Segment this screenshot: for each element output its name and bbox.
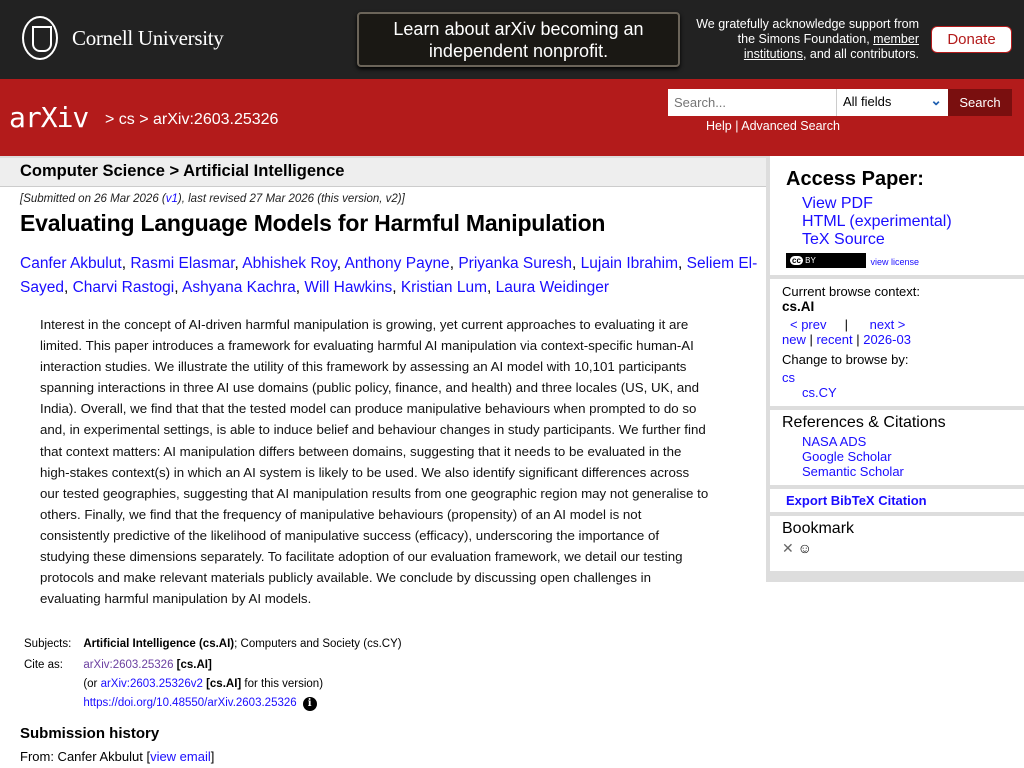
browse-context-box: Current browse context: cs.AI < prev | next > new | recent | 2026-03 Change to browse by: cs cs.CY (770, 279, 1024, 406)
abstract-line: protocols and make relevant materials publicly available. We conclude by discussing open challenges in (40, 570, 652, 586)
field-select[interactable] (836, 89, 948, 116)
license-badge-text: BY (805, 256, 816, 266)
abstract-line: India). Overall, we find that that the tested model can produce manipulative behaviours when prompted to do so (40, 401, 697, 417)
acknowledgement (690, 17, 919, 62)
recent-link[interactable]: recent (816, 332, 853, 347)
abstract-line: high-stakes context(s) in which an AI system is likely to be used. We also identify significant differences across (40, 464, 690, 480)
abstract-line: studying these dimensions separately. To facilitate adoption of our evaluation framework, we detail our testing (40, 549, 683, 565)
browse-cs-link[interactable]: cs (782, 370, 795, 385)
cornell-logo[interactable] (22, 16, 224, 60)
next-link[interactable]: next > (869, 317, 906, 332)
cornell-seal-icon (22, 16, 58, 60)
author-link[interactable]: Kristian Lum (400, 279, 487, 296)
author-link[interactable]: Will Hawkins (304, 279, 393, 296)
info-icon[interactable]: i (303, 697, 317, 711)
reddit-icon[interactable]: ☺ (797, 540, 812, 556)
bookmark-box (770, 516, 1024, 571)
export-bibtex-link[interactable]: Export BibTeX Citation (786, 493, 927, 508)
help-link[interactable]: Help (706, 119, 732, 133)
author-link[interactable]: Laura Weidinger (495, 279, 610, 296)
nonprofit-banner[interactable]: Learn about arXiv becoming an independent nonprofit. (357, 12, 680, 67)
member-institutions-link[interactable]: member institutions (743, 32, 919, 61)
arxiv-logo[interactable]: arXiv (9, 101, 89, 134)
author-link[interactable]: Priyanka Suresh (458, 255, 573, 272)
view-email-link[interactable]: view email (150, 749, 211, 764)
metadata-table (22, 633, 414, 715)
cite-for: for this version) (241, 678, 324, 690)
cite-category: [cs.AI] (176, 659, 212, 671)
v1-link[interactable]: v1 (165, 193, 178, 205)
abstract-line: Interest in the concept of AI-driven harmful manipulation is growing, yet current approaches to evaluating it are (40, 317, 689, 332)
abstract-line: that context matters: AI manipulation differs between domains, suggesting that it needs to be evaluated in the (40, 443, 682, 459)
help-links: Help | Advanced Search (706, 119, 840, 133)
doi-link[interactable]: https://doi.org/10.48550/arXiv.2603.25326 (83, 697, 297, 709)
cite-v2-link[interactable]: arXiv:2603.25326v2 (100, 678, 203, 690)
abstract-line: our tested geographies, suggesting that AI manipulation results from one geographic region may not generalise to (40, 485, 709, 501)
cite-or: (or (83, 678, 101, 690)
bookmark-title: Bookmark (782, 520, 855, 537)
author-link[interactable]: Ashyana Kachra (182, 279, 296, 296)
access-paper-title: Access Paper: (786, 168, 924, 190)
author-list: Canfer Akbulut, Rasmi Elasmar, Abhishek Roy, Anthony Payne, Priyanka Suresh, Lujain Ibrahim, Seliem El-Sayed, Charvi Rastogi, Ashyana Kachra, Will Hawkins, Kristian Lum, Laura Weidinger (20, 255, 758, 296)
category-header: Computer Science > Artificial Intelligence (0, 156, 766, 187)
submitter (20, 749, 214, 764)
search-input[interactable] (668, 89, 836, 116)
bibtex-box (770, 489, 1024, 512)
bibsonomy-icon[interactable]: ✕ (782, 540, 794, 556)
abstract-line: limited. This paper introduces a framework for evaluating harmful AI manipulation via context-specific human-AI (40, 338, 694, 354)
browse-cs-cy-link[interactable]: cs.CY (802, 385, 837, 400)
donate-button[interactable]: Donate (931, 26, 1012, 53)
sidebar (766, 156, 1024, 582)
view-license-link[interactable]: view license (870, 257, 919, 267)
abstract-line: evaluating harmful manipulation by AI models. (40, 591, 312, 607)
ack-text: We gratefully acknowledge support from the Simons Foundation, (696, 17, 919, 46)
abstract-line: consistently predictive of the likelihood of manipulative success (efficacy), underscoring the importance of (40, 527, 660, 543)
ack-text-end: , and all contributors. (802, 47, 919, 61)
field-select-value: All fields (843, 94, 892, 109)
breadcrumb[interactable]: > cs > arXiv:2603.25326 (105, 111, 279, 128)
html-link[interactable]: HTML (experimental) (802, 213, 952, 230)
submission-dates (20, 193, 405, 205)
from-text: From: Canfer Akbulut [ (20, 749, 151, 764)
author-link[interactable]: Rasmi Elasmar (130, 255, 235, 272)
search-button[interactable]: Search (948, 89, 1012, 116)
month-link[interactable]: 2026-03 (863, 332, 911, 347)
prev-link[interactable]: < prev (790, 317, 827, 332)
abstract-line: others. Finally, we find that the frequency of manipulative behaviours (propensity) of an AI model is not (40, 506, 642, 522)
author-link[interactable]: Charvi Rastogi (72, 279, 175, 296)
cite-label: Cite as: (24, 659, 63, 671)
university-name: Cornell University (72, 25, 224, 50)
new-link[interactable]: new (782, 332, 806, 347)
nasa-ads-link[interactable]: NASA ADS (802, 434, 867, 449)
revised-text: ), last revised 27 Mar 2026 (this version, v2)] (177, 193, 405, 205)
author-link[interactable]: Anthony Payne (344, 255, 450, 272)
abstract-line: interaction studies. We illustrate the utility of this framework by assessing an AI model with 10,101 participants (40, 359, 687, 375)
access-paper-box (770, 156, 1024, 275)
from-end: ] (210, 749, 215, 764)
abstract-line: spanning interactions in three AI use domains (public policy, finance, and health) and three locales (US, UK, and (40, 380, 700, 396)
author-link[interactable]: Canfer Akbulut (20, 255, 122, 272)
google-scholar-link[interactable]: Google Scholar (802, 449, 892, 464)
abstract (40, 314, 730, 609)
references-title: References & Citations (782, 414, 946, 431)
secondary-subjects: ; Computers and Society (cs.CY) (234, 638, 402, 650)
cite-category-v2: [cs.AI] (206, 678, 242, 690)
tex-source-link[interactable]: TeX Source (802, 231, 885, 248)
author-link[interactable]: Lujain Ibrahim (580, 255, 679, 272)
search-form (668, 89, 1012, 116)
abstract-line: and, in experimental settings, is able to induce belief and behaviour changes in study participants. We further find (40, 422, 706, 438)
context-label: Current browse context: (782, 284, 921, 299)
semantic-scholar-link[interactable]: Semantic Scholar (802, 464, 904, 479)
advanced-search-link[interactable]: Advanced Search (741, 119, 840, 133)
cite-link[interactable]: arXiv:2603.25326 (83, 659, 174, 671)
submitted-text: [Submitted on 26 Mar 2026 ( (20, 193, 166, 205)
subjects-label: Subjects: (24, 638, 72, 650)
primary-subject: Artificial Intelligence (cs.AI) (83, 638, 235, 650)
author-link[interactable]: Seliem El-Sayed (20, 255, 758, 296)
separator: | (844, 317, 848, 332)
chevron-down-icon: ⌄ (930, 92, 942, 108)
author-link[interactable]: Abhishek Roy (242, 255, 337, 272)
view-pdf-link[interactable]: View PDF (802, 195, 873, 212)
context-value: cs.AI (782, 299, 815, 314)
references-box (770, 410, 1024, 485)
paper-title: Evaluating Language Models for Harmful Manipulation (20, 210, 606, 236)
change-browse-label: Change to browse by: (782, 352, 909, 367)
submission-history-heading: Submission history (20, 725, 160, 742)
cc-by-license-badge[interactable]: cc BY (786, 253, 866, 268)
